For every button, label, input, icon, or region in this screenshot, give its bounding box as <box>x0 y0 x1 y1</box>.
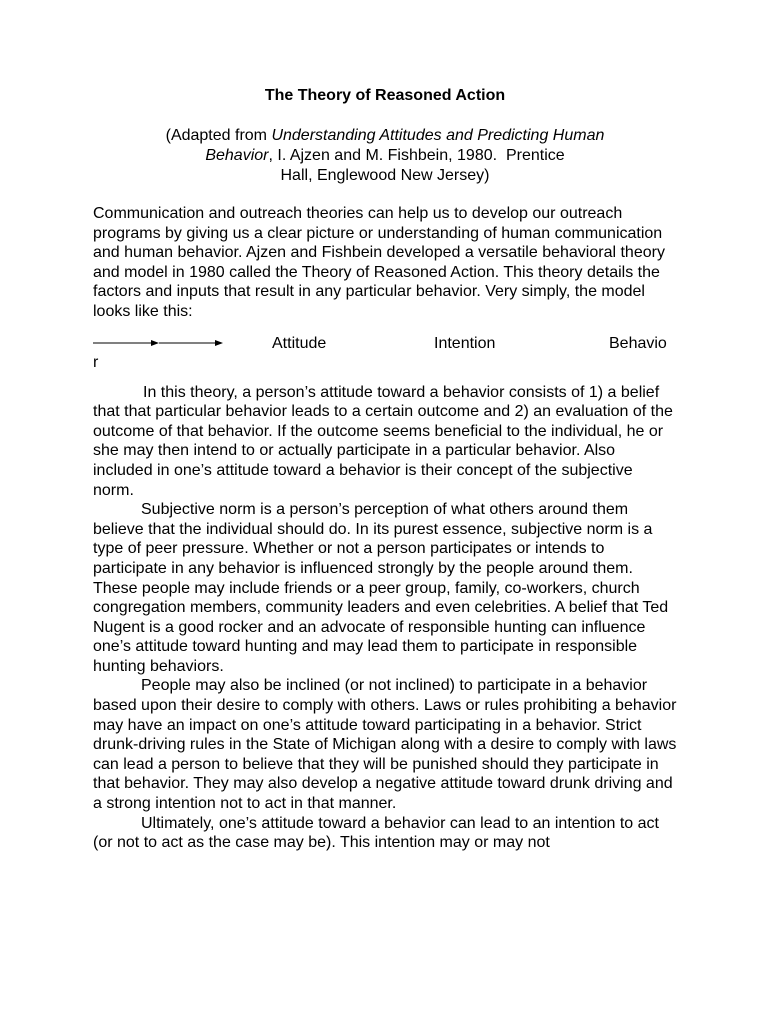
citation-line-1 <box>93 126 677 146</box>
document-page <box>93 86 677 853</box>
model-label-attitude: Attitude <box>272 334 327 352</box>
paragraph-compliance: People may also be inclined (or not inclined) to participate in a behavior based upon their desire to comply with others. Laws or rules prohibiting a behavior may have an impact on one’s attitude toward participating in a behavior. Strict drunk-driving rules in the State of Michigan along with a desire to comply with laws can lead a person to believe that they will be punished should they participate in that behavior. They may also develop a negative attitude toward drunk driving and a strong intention not to act in that manner. <box>93 677 677 813</box>
model-label-behavior: Behavio <box>609 334 667 352</box>
citation-line-3: Hall, Englewood New Jersey) <box>280 167 490 184</box>
intro-paragraph: Communication and outreach theories can help us to develop our outreach programs by giving us a clear picture or understanding of human communication and human behavior. Ajzen and Fishbein developed a versatile behavioral theory and model in 1980 called the Theory of Reasoned Action. This theory details the factors and inputs that result in any particular behavior. Very simply, the model looks like this: <box>93 205 665 320</box>
arrow-right-icon <box>159 340 223 346</box>
document-title: The Theory of Reasoned Action <box>264 87 506 104</box>
paragraph-attitude: In this theory, a person’s attitude toward a behavior consists of 1) a belief that that particular behavior leads to a certain outcome and 2) an evaluation of the outcome of that behavior. If the outcome seems beneficial to the individual, he or she may then intend to or actually participate in a particular behavior. Also included in one’s attitude toward a behavior is their concept of the subjective norm. <box>93 383 673 499</box>
body-text <box>93 383 677 853</box>
citation-prefix: (Adapted from <box>165 127 272 144</box>
citation-line-2 <box>93 146 677 166</box>
paragraph-subjective-norm: Subjective norm is a person’s perception of what others around them believe that the individual should do. In its purest essence, subjective norm is a type of peer pressure. Whether or not a person participates or intends to participate in any behavior is influenced strongly by the people around them. These people may include friends or a peer group, family, co-workers, church congregation members, community leaders and even celebrities. A belief that Ted Nugent is a good rocker and an advocate of responsible hunting can influence one’s attitude toward hunting and may lead them to participate in responsible hunting behaviors. <box>93 501 669 675</box>
model-label-intention: Intention <box>434 334 496 352</box>
citation-rest: , I. Ajzen and M. Fishbein, 1980. Prentice <box>268 147 565 164</box>
arrow-right-icon <box>93 340 159 346</box>
paragraph-intention: Ultimately, one’s attitude toward a behavior can lead to an intention to act (or not to act as the case may be). This intention may or may not <box>93 814 659 852</box>
model-arrows <box>93 334 233 354</box>
model-label-behavior-wrap: r <box>93 354 99 372</box>
citation-book-title-1: Understanding Attitudes and Predicting Human <box>271 127 605 144</box>
model-diagram <box>93 334 677 374</box>
citation-book-title-2: Behavior <box>205 147 269 164</box>
citation-block <box>93 126 677 186</box>
